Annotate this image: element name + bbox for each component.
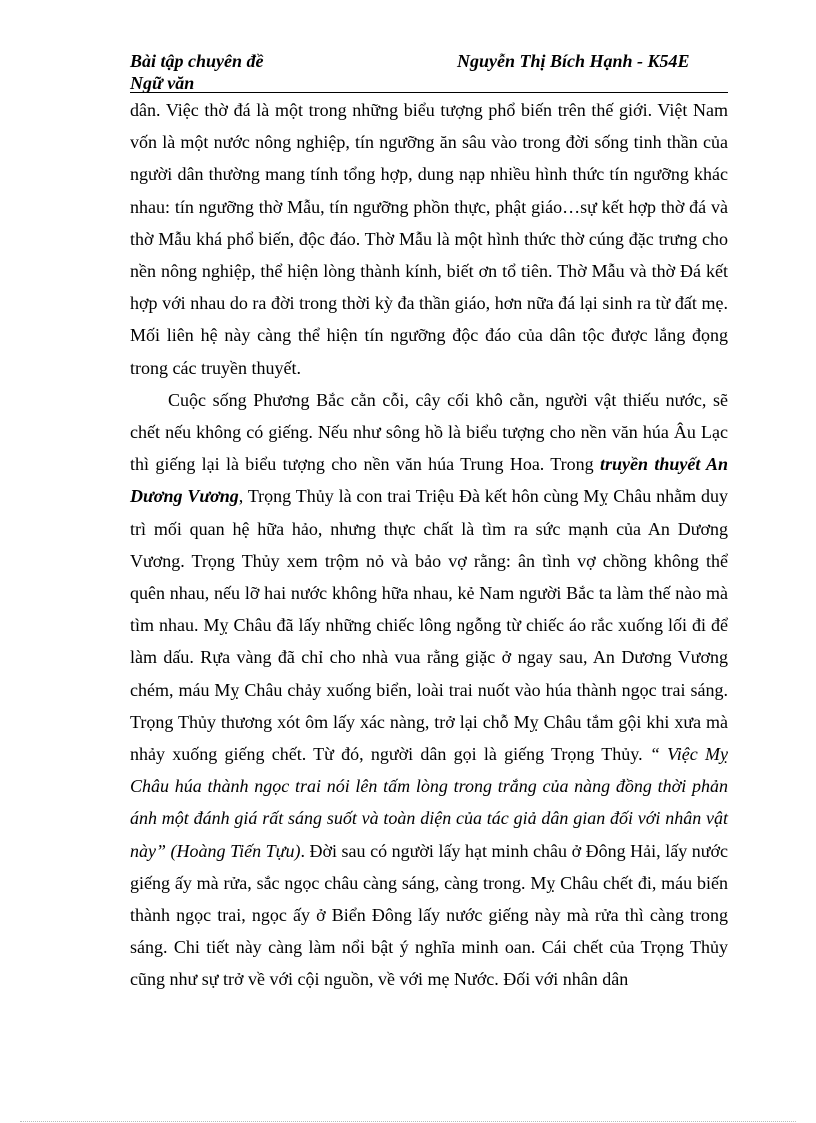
header-divider (130, 92, 728, 93)
header-course-line1: Bài tập chuyên đề (130, 51, 264, 71)
document-body (130, 94, 728, 996)
page-bottom-border (20, 1121, 796, 1122)
paragraph-2-part-b: , Trọng Thủy là con trai Triệu Đà kết hôn cùng Mỵ Châu nhằm duy trì mối quan hệ hữa hảo, nhưng thực chất là tìm ra sức mạnh của An Dương Vương. Trọng Thủy xem trộm nỏ và bảo vợ rằng: ân tình vợ chồng không thể quên nhau, nếu lỡ hai nước không hữa nhau, kẻ Nam người Bắc ta làm thế nào mà tìm nhau. Mỵ Châu đã lấy những chiếc lông ngỗng từ chiếc áo rắc xuống lối đi để làm dấu. Rựa vàng đã chỉ cho nhà vua rằng giặc ở ngay sau, An Dương Vương chém, máu Mỵ Châu chảy xuống biển, loài trai nuốt vào húa thành ngọc trai sáng. Trọng Thủy thương xót ôm lấy xác nàng, trở lại chỗ Mỵ Châu tắm gội khi xưa mà nhảy xuống giếng chết. Từ đó, người dân gọi là giếng Trọng Thủy. (130, 486, 728, 765)
story-title: truyền thuyết An Dương Vương (130, 454, 729, 507)
paragraph-2-part-a: Cuộc sống Phương Bắc cằn cỗi, cây cối khô cằn, người vật thiếu nước, sẽ chết nếu không có giếng. Nếu như sông hồ là biểu tượng cho nền văn húa Âu Lạc thì giếng lại là biểu tượng cho nền văn húa Trung Hoa. Trong (130, 389, 728, 475)
header-course (130, 50, 264, 94)
page-header (130, 50, 728, 94)
paragraph-2-part-c: . Đời sau có người lấy hạt minh châu ở Đông Hải, lấy nước giếng ấy mà rửa, sắc ngọc châu càng sáng, càng trong. Mỵ Châu chết đi, máu biến thành ngọc trai, ngọc ấy ở Biển Đông lấy nước giếng này mà rửa thì càng trong sáng. Chi tiết này càng làm nổi bật ý nghĩa minh oan. Cái chết của Trọng Thủy cũng như sự trở về với cội nguồn, về với mẹ Nước. Đối với nhân dân (130, 840, 728, 990)
header-author: Nguyễn Thị Bích Hạnh - K54E (457, 51, 690, 71)
paragraph-2 (130, 384, 728, 996)
paragraph-1: dân. Việc thờ đá là một trong những biểu tượng phổ biến trên thế giới. Việt Nam vốn là một nước nông nghiệp, tín ngưỡng ăn sâu vào trong đời sống tinh thần của người dân thường mang tính tổng hợp, dung nạp nhiều hình thức tín ngưỡng khác nhau: tín ngưỡng thờ Mẫu, tín ngưỡng phồn thực, phật giáo…sự kết hợp thờ đá và thờ Mẫu khá phổ biến, độc đáo. Thờ Mẫu là một hình thức thờ cúng đặc trưng cho nền nông nghiệp, thể hiện lòng thành kính, biết ơn tổ tiên. Thờ Mẫu và thờ Đá kết hợp với nhau do ra đời trong thời kỳ đa thần giáo, hơn nữa đá lại sinh ra từ đất mẹ. Mối liên hệ này càng thể hiện tín ngưỡng độc đáo của dân tộc được lắng đọng trong các truyền thuyết. (130, 100, 728, 378)
header-course-line2: Ngữ văn (130, 73, 195, 93)
quotation: “ Việc Mỵ Châu húa thành ngọc trai nói lên tấm lòng trong trắng của nàng đồng thời phản ánh một đánh giá rất sáng suốt và toàn diện của tác giả dân gian đối với nhân vật này” (Hoàng Tiến Tựu) (130, 744, 728, 861)
